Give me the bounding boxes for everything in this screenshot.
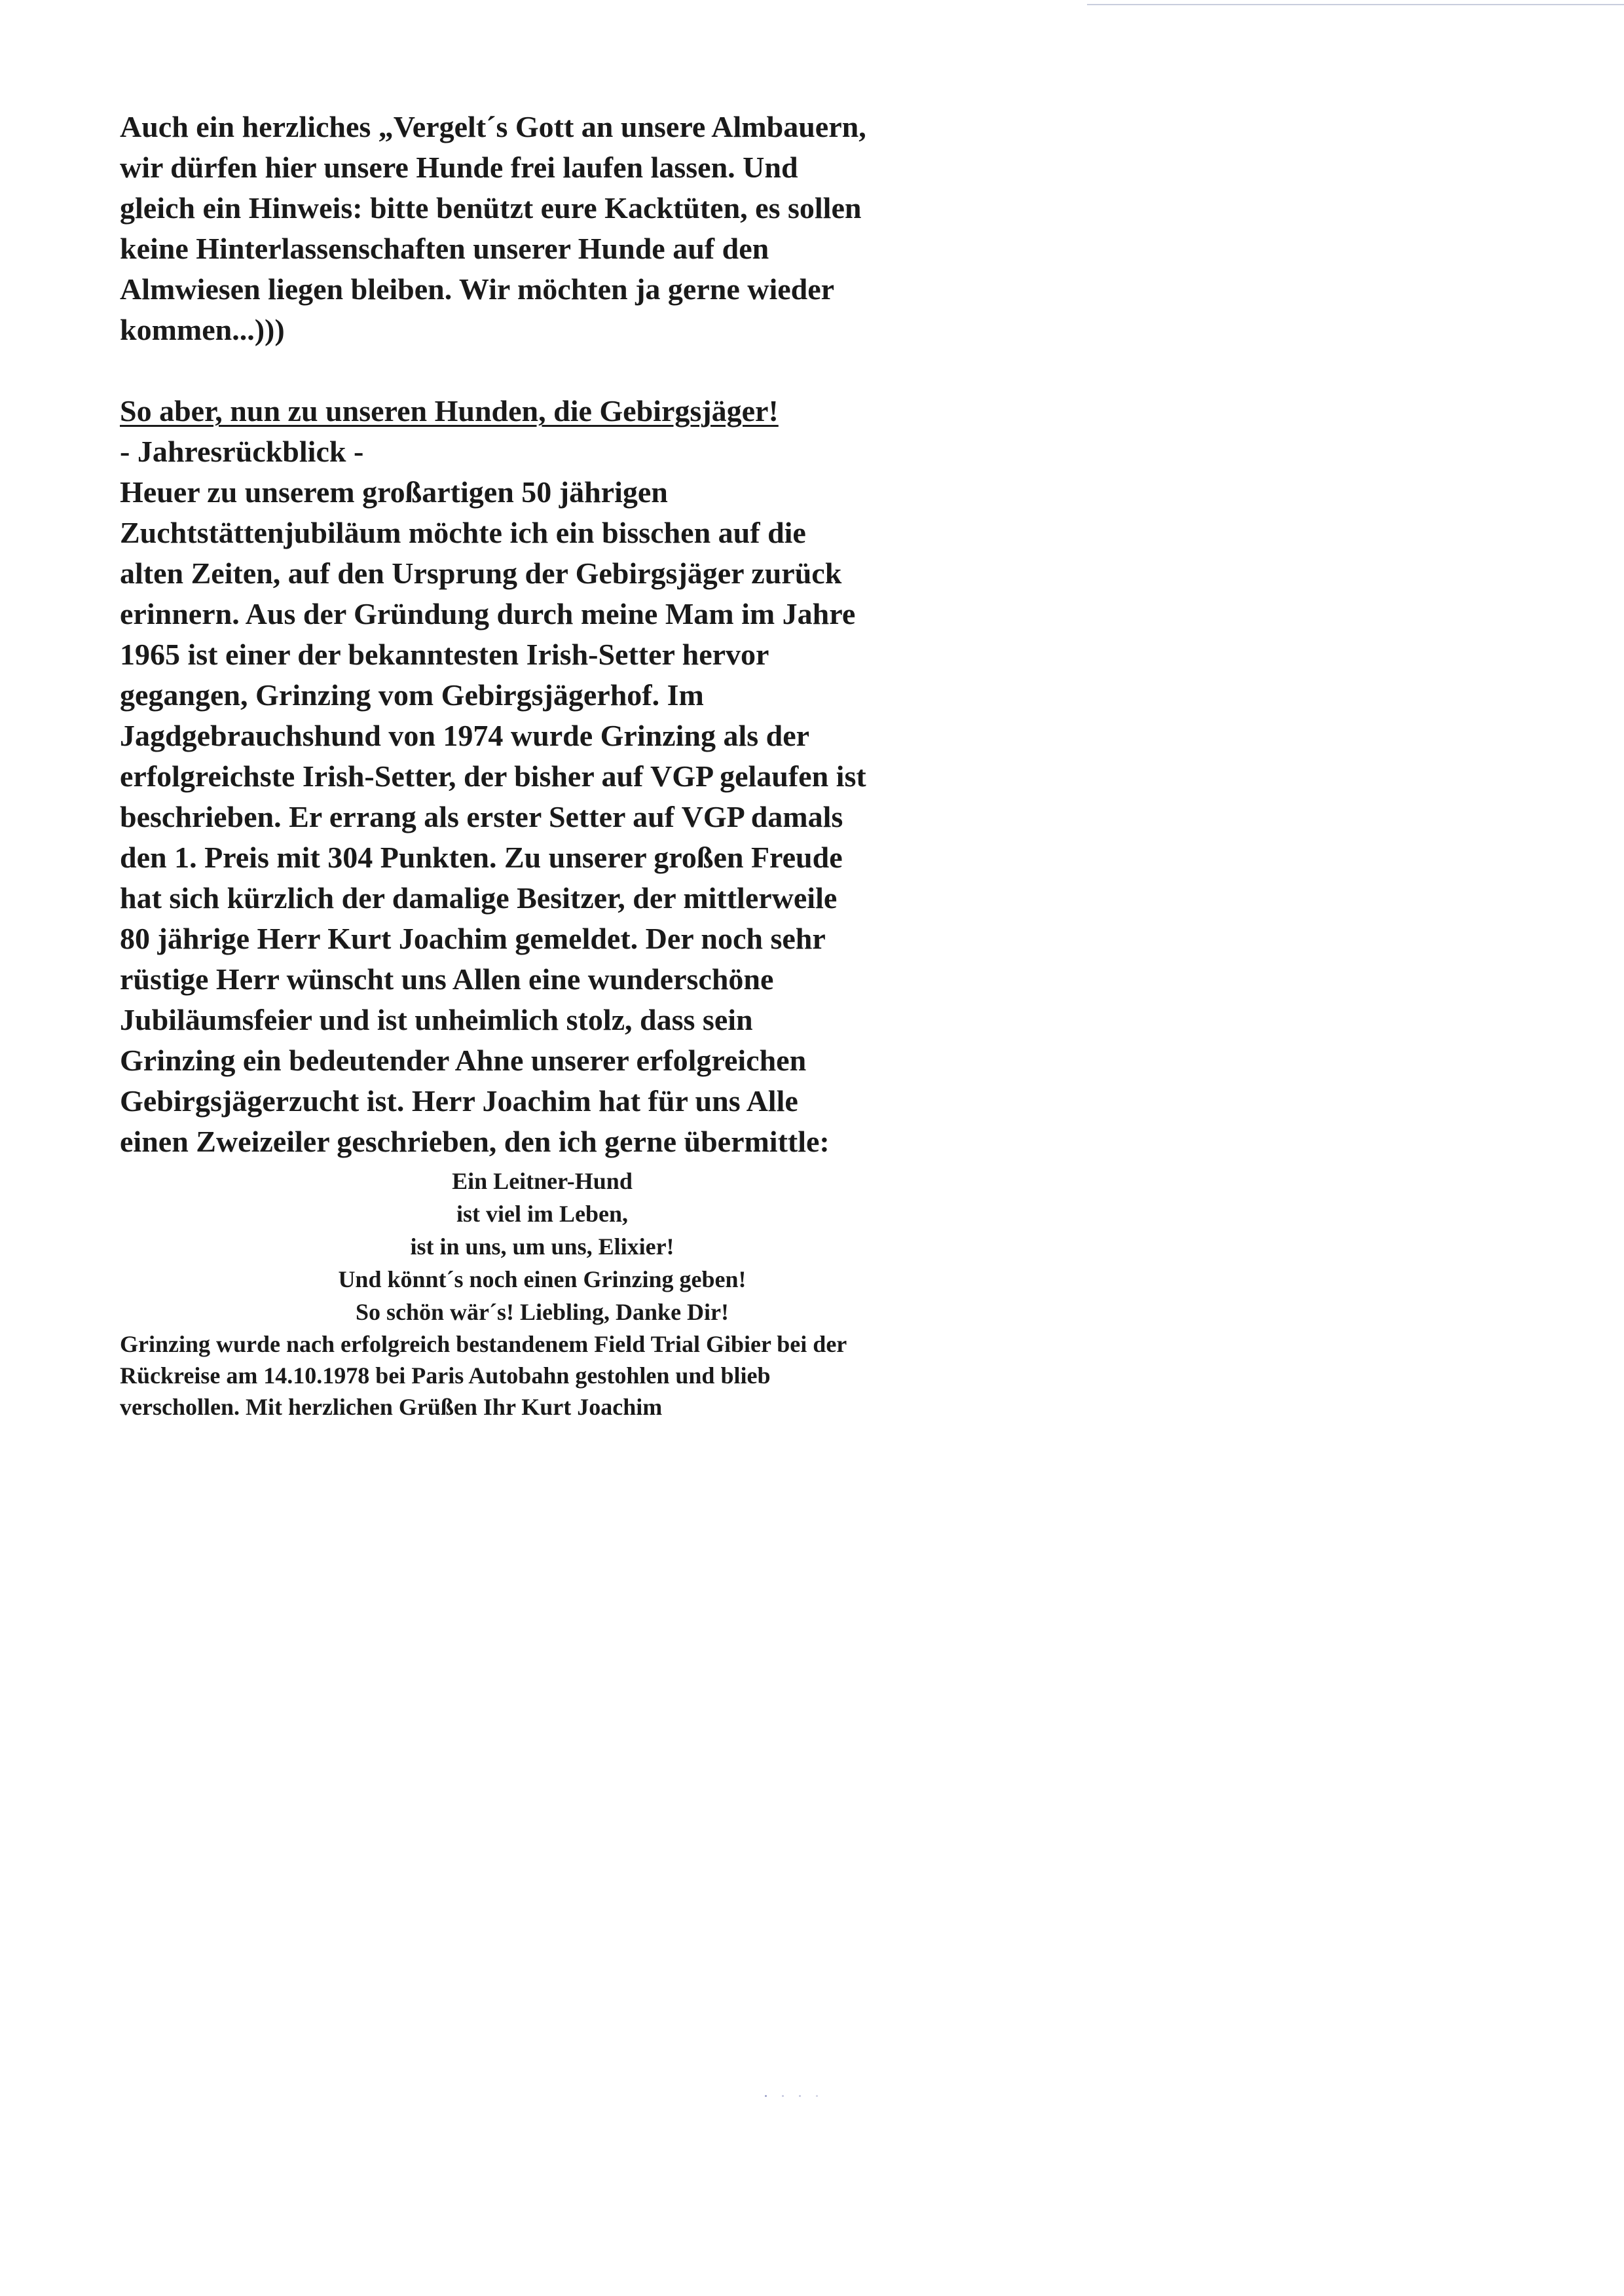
- section-line: beschrieben. Er errang als erster Setter auf VGP damals: [120, 800, 843, 833]
- closing-line: Grinzing wurde nach erfolgreich bestandenem Field Trial Gibier bei der: [120, 1331, 847, 1357]
- poem-line: Ein Leitner-Hund: [452, 1168, 633, 1194]
- section-line: Jagdgebrauchshund von 1974 wurde Grinzing als der: [120, 719, 810, 752]
- section-line: Gebirgsjägerzucht ist. Herr Joachim hat für uns Alle: [120, 1084, 798, 1118]
- section-line: gegangen, Grinzing vom Gebirgsjägerhof. Im: [120, 678, 704, 712]
- document-page: [120, 107, 1037, 1423]
- section-line: Grinzing ein bedeutender Ahne unserer erfolgreichen: [120, 1044, 807, 1077]
- intro-paragraph: [120, 107, 1037, 350]
- intro-line: Almwiesen liegen bleiben. Wir möchten ja gerne wieder: [120, 272, 835, 306]
- intro-line: wir dürfen hier unsere Hunde frei laufen lassen. Und: [120, 151, 798, 184]
- closing-line: verschollen. Mit herzlichen Grüßen Ihr Kurt Joachim: [120, 1394, 663, 1420]
- scan-specks: [765, 2092, 837, 2100]
- scan-edge-line: [1087, 4, 1624, 5]
- paragraph-gap: [120, 350, 1037, 391]
- section-line: alten Zeiten, auf den Ursprung der Gebirgsjäger zurück: [120, 556, 842, 590]
- section-line: erfolgreichste Irish-Setter, der bisher auf VGP gelaufen ist: [120, 759, 866, 793]
- section-subheading: - Jahresrückblick -: [120, 435, 364, 468]
- section-line: Heuer zu unserem großartigen 50 jährigen: [120, 475, 668, 509]
- poem-line: Und könnt´s noch einen Grinzing geben!: [338, 1266, 747, 1292]
- section-line: Jubiläumsfeier und ist unheimlich stolz, dass sein: [120, 1003, 753, 1036]
- section-line: hat sich kürzlich der damalige Besitzer, der mittlerweile: [120, 881, 838, 915]
- section-line: Zuchtstättenjubiläum möchte ich ein bisschen auf die: [120, 516, 806, 549]
- section-line: den 1. Preis mit 304 Punkten. Zu unserer großen Freude: [120, 841, 843, 874]
- poem-line: ist viel im Leben,: [456, 1201, 628, 1227]
- intro-line: gleich ein Hinweis: bitte benützt eure Kacktüten, es sollen: [120, 191, 862, 225]
- poem-line: So schön wär´s! Liebling, Danke Dir!: [355, 1299, 729, 1325]
- poem-line: ist in uns, um uns, Elixier!: [410, 1233, 674, 1260]
- section-line: 80 jährige Herr Kurt Joachim gemeldet. Der noch sehr: [120, 922, 826, 955]
- section-heading: So aber, nun zu unseren Hunden, die Gebirgsjäger!: [120, 394, 779, 428]
- section-line: rüstige Herr wünscht uns Allen eine wunderschöne: [120, 962, 774, 996]
- closing-line: Rückreise am 14.10.1978 bei Paris Autobahn gestohlen und blieb: [120, 1362, 771, 1389]
- poem: [120, 1165, 965, 1328]
- intro-line: keine Hinterlassenschaften unserer Hunde auf den: [120, 232, 769, 265]
- closing-paragraph: [120, 1328, 1037, 1423]
- section-line: einen Zweizeiler geschrieben, den ich gerne übermittle:: [120, 1125, 830, 1158]
- intro-line: kommen...))): [120, 313, 285, 346]
- section-line: 1965 ist einer der bekanntesten Irish-Setter hervor: [120, 638, 769, 671]
- intro-line: Auch ein herzliches „Vergelt´s Gott an unsere Almbauern,: [120, 110, 866, 143]
- main-section: [120, 391, 1037, 1162]
- section-line: erinnern. Aus der Gründung durch meine Mam im Jahre: [120, 597, 856, 630]
